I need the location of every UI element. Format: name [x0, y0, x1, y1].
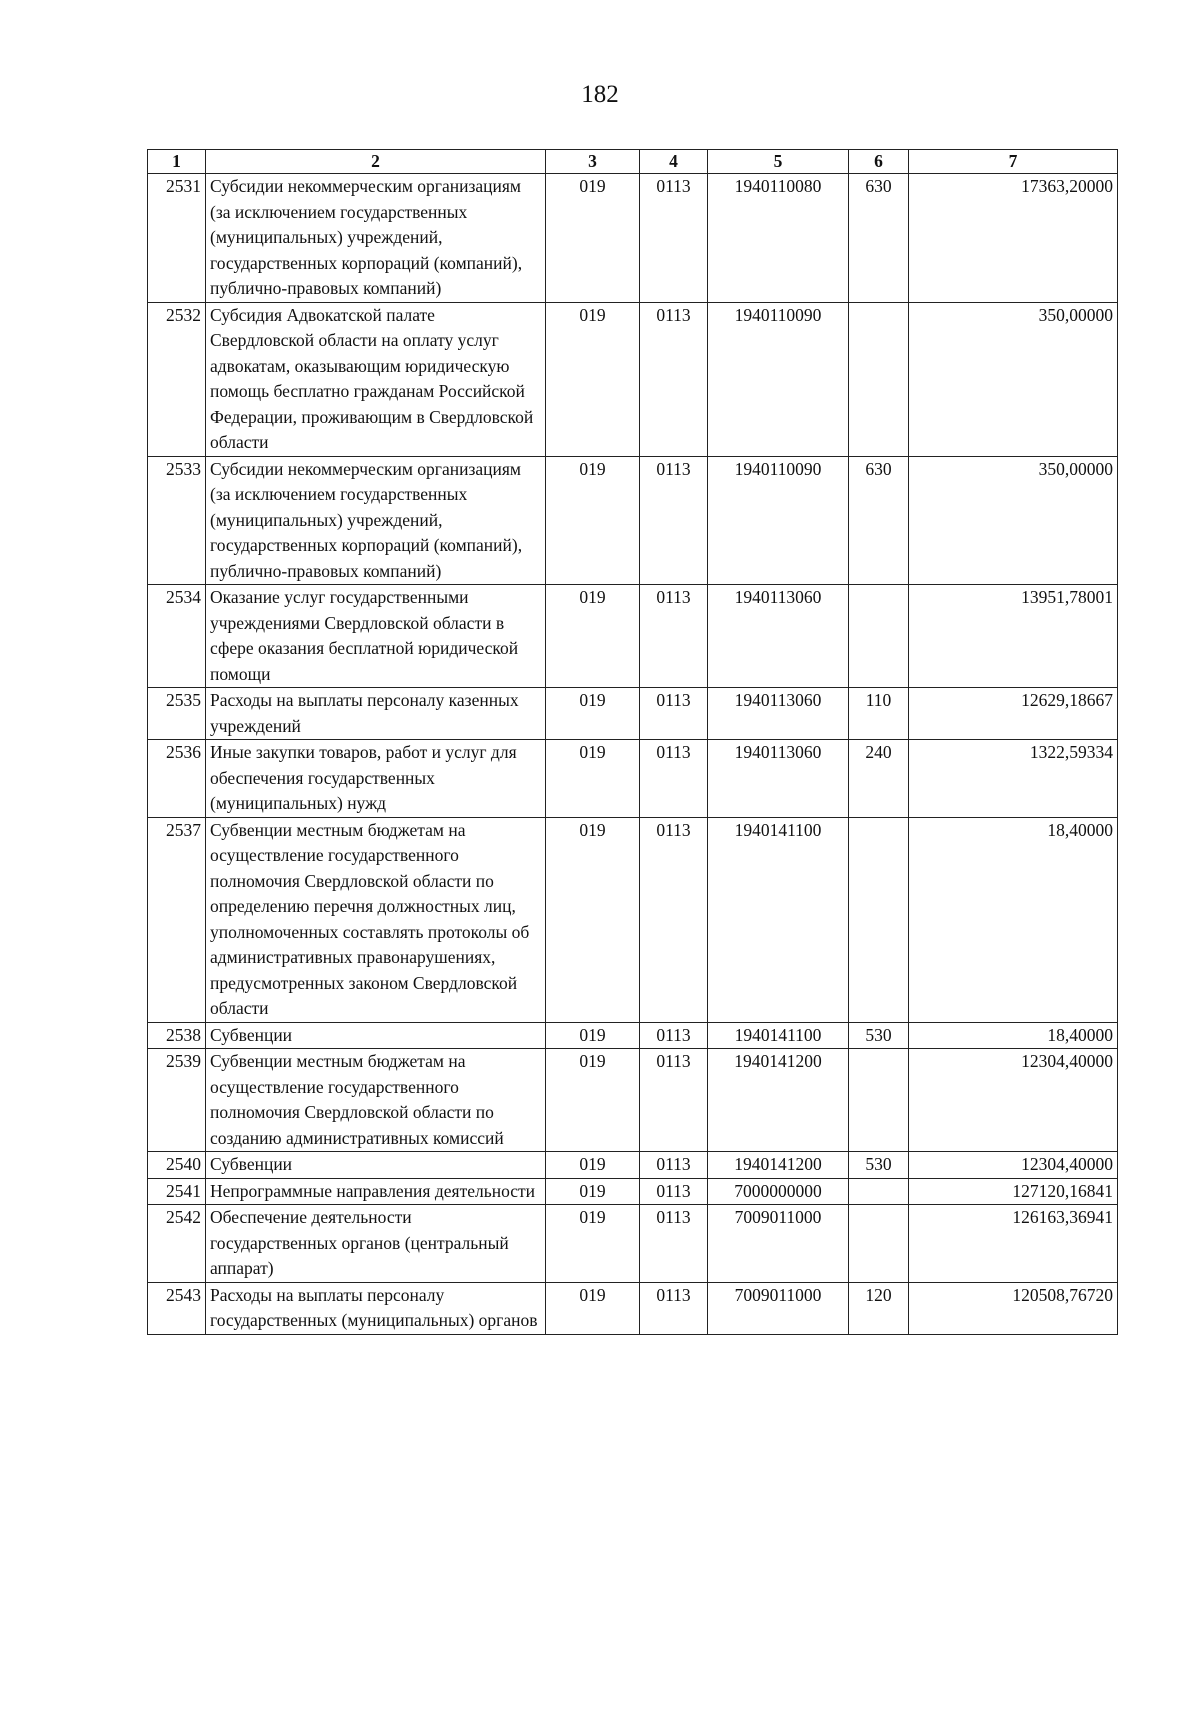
page-number: 182	[581, 81, 619, 108]
admin-code-cell: 019	[546, 740, 640, 818]
target-code-cell: 1940110090	[708, 302, 849, 456]
section-code-cell: 0113	[640, 1178, 708, 1205]
table-row	[148, 302, 1118, 456]
section-code-cell: 0113	[640, 1205, 708, 1283]
amount-cell: 127120,16841	[909, 1178, 1118, 1205]
column-header: 7	[909, 150, 1118, 174]
row-number-cell: 2533	[148, 456, 206, 585]
table-row	[148, 817, 1118, 1022]
table-row	[148, 174, 1118, 303]
row-number-cell: 2537	[148, 817, 206, 1022]
expense-type-cell	[849, 817, 909, 1022]
section-code-cell: 0113	[640, 740, 708, 818]
target-code-cell: 1940113060	[708, 585, 849, 688]
table-row	[148, 456, 1118, 585]
target-code-cell: 1940141100	[708, 817, 849, 1022]
expense-type-cell: 240	[849, 740, 909, 818]
expense-type-cell	[849, 302, 909, 456]
section-code-cell: 0113	[640, 585, 708, 688]
admin-code-cell: 019	[546, 1205, 640, 1283]
target-code-cell: 7000000000	[708, 1178, 849, 1205]
expense-type-cell: 120	[849, 1282, 909, 1334]
target-code-cell: 1940113060	[708, 688, 849, 740]
row-name-cell: Субвенции	[206, 1152, 546, 1179]
row-number-cell: 2543	[148, 1282, 206, 1334]
amount-cell: 1322,59334	[909, 740, 1118, 818]
admin-code-cell: 019	[546, 1178, 640, 1205]
admin-code-cell: 019	[546, 174, 640, 303]
target-code-cell: 7009011000	[708, 1282, 849, 1334]
section-code-cell: 0113	[640, 1152, 708, 1179]
amount-cell: 12629,18667	[909, 688, 1118, 740]
section-code-cell: 0113	[640, 1022, 708, 1049]
amount-cell: 12304,40000	[909, 1152, 1118, 1179]
row-number-cell: 2538	[148, 1022, 206, 1049]
column-header: 4	[640, 150, 708, 174]
table-row	[148, 1049, 1118, 1152]
table-row	[148, 1152, 1118, 1179]
table-row	[148, 740, 1118, 818]
column-header: 5	[708, 150, 849, 174]
row-number-cell: 2542	[148, 1205, 206, 1283]
row-name-cell: Расходы на выплаты персоналу государственных (муниципальных) органов	[206, 1282, 546, 1334]
row-number-cell: 2536	[148, 740, 206, 818]
row-name-cell: Субвенции местным бюджетам на осуществление государственного полномочия Свердловской области по определению перечня должностных лиц, уполномоченных составлять протоколы об административных правонарушениях, предусмотренных законом Свердловской области	[206, 817, 546, 1022]
admin-code-cell: 019	[546, 456, 640, 585]
admin-code-cell: 019	[546, 817, 640, 1022]
row-name-cell: Оказание услуг государственными учреждениями Свердловской области в сфере оказания бесплатной юридической помощи	[206, 585, 546, 688]
section-code-cell: 0113	[640, 456, 708, 585]
amount-cell: 12304,40000	[909, 1049, 1118, 1152]
column-header: 2	[206, 150, 546, 174]
table-body	[148, 174, 1118, 1335]
column-header: 6	[849, 150, 909, 174]
target-code-cell: 7009011000	[708, 1205, 849, 1283]
row-number-cell: 2541	[148, 1178, 206, 1205]
amount-cell: 13951,78001	[909, 585, 1118, 688]
section-code-cell: 0113	[640, 1282, 708, 1334]
amount-cell: 350,00000	[909, 302, 1118, 456]
section-code-cell: 0113	[640, 817, 708, 1022]
table-row	[148, 585, 1118, 688]
expense-type-cell: 110	[849, 688, 909, 740]
target-code-cell: 1940110090	[708, 456, 849, 585]
expense-type-cell	[849, 1049, 909, 1152]
expense-type-cell: 630	[849, 456, 909, 585]
row-name-cell: Субсидия Адвокатской палате Свердловской области на оплату услуг адвокатам, оказывающим юридическую помощь бесплатно гражданам Российской Федерации, проживающим в Свердловской области	[206, 302, 546, 456]
target-code-cell: 1940113060	[708, 740, 849, 818]
expense-type-cell	[849, 585, 909, 688]
row-number-cell: 2532	[148, 302, 206, 456]
budget-table	[147, 149, 1118, 1335]
table-row	[148, 688, 1118, 740]
row-number-cell: 2539	[148, 1049, 206, 1152]
target-code-cell: 1940141200	[708, 1049, 849, 1152]
row-name-cell: Обеспечение деятельности государственных органов (центральный аппарат)	[206, 1205, 546, 1283]
row-number-cell: 2531	[148, 174, 206, 303]
expense-type-cell: 630	[849, 174, 909, 303]
column-header: 1	[148, 150, 206, 174]
admin-code-cell: 019	[546, 585, 640, 688]
target-code-cell: 1940141200	[708, 1152, 849, 1179]
table-row	[148, 1282, 1118, 1334]
target-code-cell: 1940110080	[708, 174, 849, 303]
column-header: 3	[546, 150, 640, 174]
amount-cell: 18,40000	[909, 817, 1118, 1022]
row-name-cell: Субвенции	[206, 1022, 546, 1049]
expense-type-cell: 530	[849, 1022, 909, 1049]
row-number-cell: 2534	[148, 585, 206, 688]
admin-code-cell: 019	[546, 302, 640, 456]
table-row	[148, 1022, 1118, 1049]
admin-code-cell: 019	[546, 1022, 640, 1049]
target-code-cell: 1940141100	[708, 1022, 849, 1049]
row-name-cell: Непрограммные направления деятельности	[206, 1178, 546, 1205]
section-code-cell: 0113	[640, 688, 708, 740]
amount-cell: 350,00000	[909, 456, 1118, 585]
row-name-cell: Субсидии некоммерческим организациям (за исключением государственных (муниципальных) учреждений, государственных корпораций (компаний), публично-правовых компаний)	[206, 456, 546, 585]
row-name-cell: Субсидии некоммерческим организациям (за исключением государственных (муниципальных) учреждений, государственных корпораций (компаний), публично-правовых компаний)	[206, 174, 546, 303]
admin-code-cell: 019	[546, 688, 640, 740]
expense-type-cell	[849, 1205, 909, 1283]
expense-type-cell	[849, 1178, 909, 1205]
admin-code-cell: 019	[546, 1152, 640, 1179]
expense-type-cell: 530	[849, 1152, 909, 1179]
admin-code-cell: 019	[546, 1282, 640, 1334]
row-name-cell: Субвенции местным бюджетам на осуществление государственного полномочия Свердловской области по созданию административных комиссий	[206, 1049, 546, 1152]
row-name-cell: Иные закупки товаров, работ и услуг для обеспечения государственных (муниципальных) нужд	[206, 740, 546, 818]
table-row	[148, 1205, 1118, 1283]
row-name-cell: Расходы на выплаты персоналу казенных учреждений	[206, 688, 546, 740]
row-number-cell: 2535	[148, 688, 206, 740]
amount-cell: 126163,36941	[909, 1205, 1118, 1283]
section-code-cell: 0113	[640, 1049, 708, 1152]
amount-cell: 17363,20000	[909, 174, 1118, 303]
section-code-cell: 0113	[640, 302, 708, 456]
amount-cell: 18,40000	[909, 1022, 1118, 1049]
amount-cell: 120508,76720	[909, 1282, 1118, 1334]
table-header-row	[148, 150, 1118, 174]
admin-code-cell: 019	[546, 1049, 640, 1152]
table-row	[148, 1178, 1118, 1205]
section-code-cell: 0113	[640, 174, 708, 303]
row-number-cell: 2540	[148, 1152, 206, 1179]
